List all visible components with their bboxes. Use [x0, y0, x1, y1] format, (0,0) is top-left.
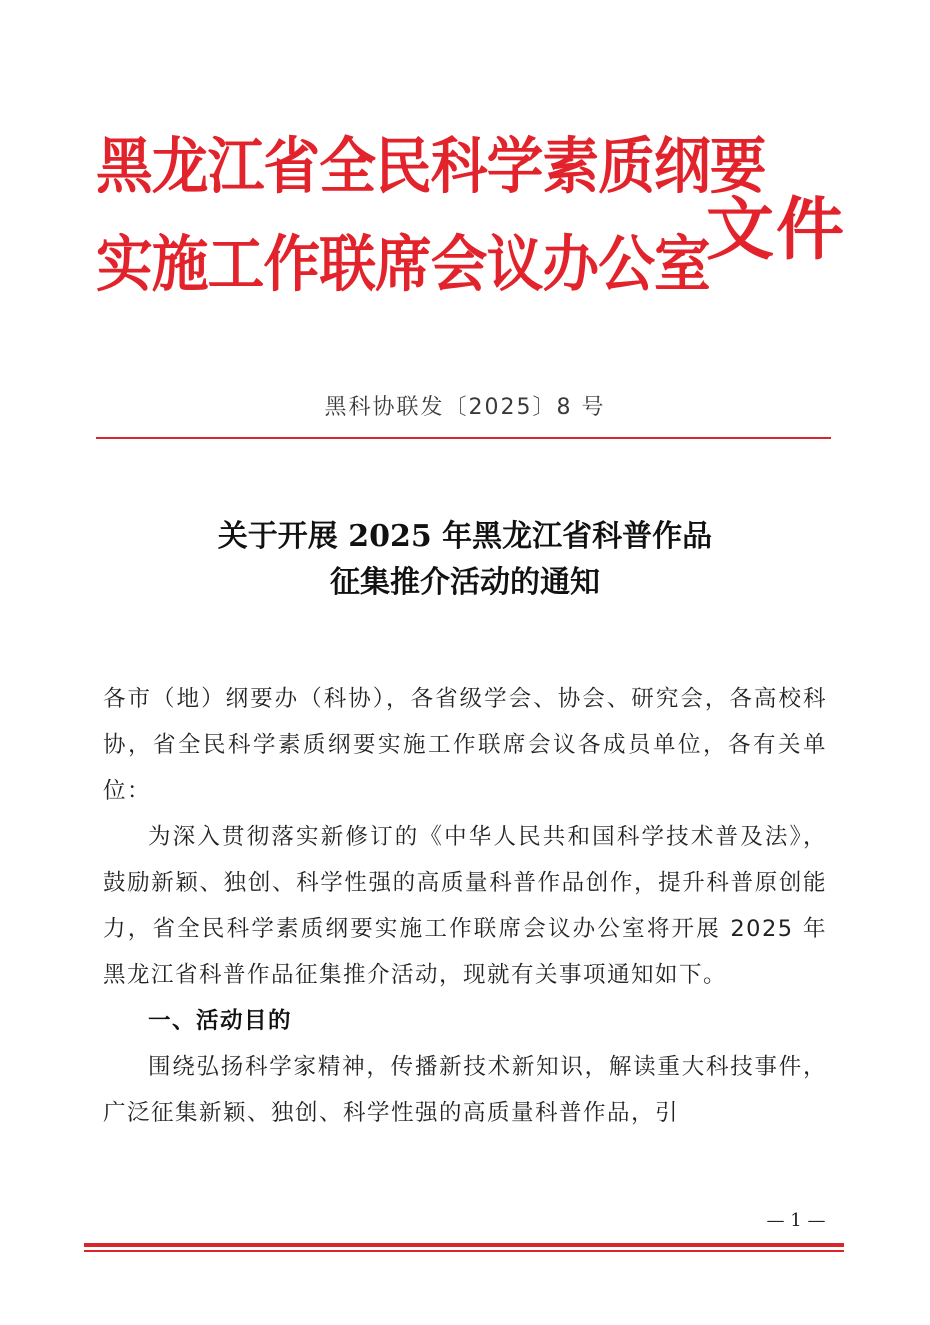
- notice-title-line-2: 征集推介活动的通知: [330, 565, 600, 600]
- issuer-name: [96, 118, 766, 313]
- issuer-line-2: 实施工作联席会议办公室: [96, 228, 710, 300]
- salutation: 各市（地）纲要办（科协），各省级学会、协会、研究会，各高校科协，省全民科学素质纲要实施工作联席会议各成员单位，各有关单位：: [103, 686, 827, 804]
- document-number: 黑科协联发〔2025〕8 号: [324, 395, 606, 420]
- document-header: [96, 118, 856, 328]
- intro-paragraph: 为深入贯彻落实新修订的《中华人民共和国科学技术普及法》，鼓励新颖、独创、科学性强的高质量科普作品创作，提升科普原创能力，省全民科学素质纲要实施工作联席会议办公室将开展 2025 年黑龙江省科普作品征集推介活动，现就有关事项通知如下。: [103, 824, 827, 988]
- notice-title-line-1: 关于开展 2025 年黑龙江省科普作品: [217, 519, 713, 554]
- section-paragraph-purpose: 围绕弘扬科学家精神，传播新技术新知识，解读重大科技事件，广泛征集新颖、独创、科学性强的高质量科普作品，引: [103, 1054, 827, 1126]
- notice-body: [103, 676, 827, 1136]
- document-label: 文件: [706, 191, 847, 270]
- footer-divider-thick: [84, 1243, 844, 1247]
- issuer-line-1: 黑龙江省全民科学素质纲要: [96, 131, 766, 202]
- section-heading-purpose: 一、活动目的: [148, 1008, 293, 1034]
- footer-divider-thin: [84, 1250, 844, 1252]
- page-number: — 1 —: [766, 1210, 826, 1231]
- notice-title: [0, 514, 930, 606]
- header-divider: [96, 437, 831, 439]
